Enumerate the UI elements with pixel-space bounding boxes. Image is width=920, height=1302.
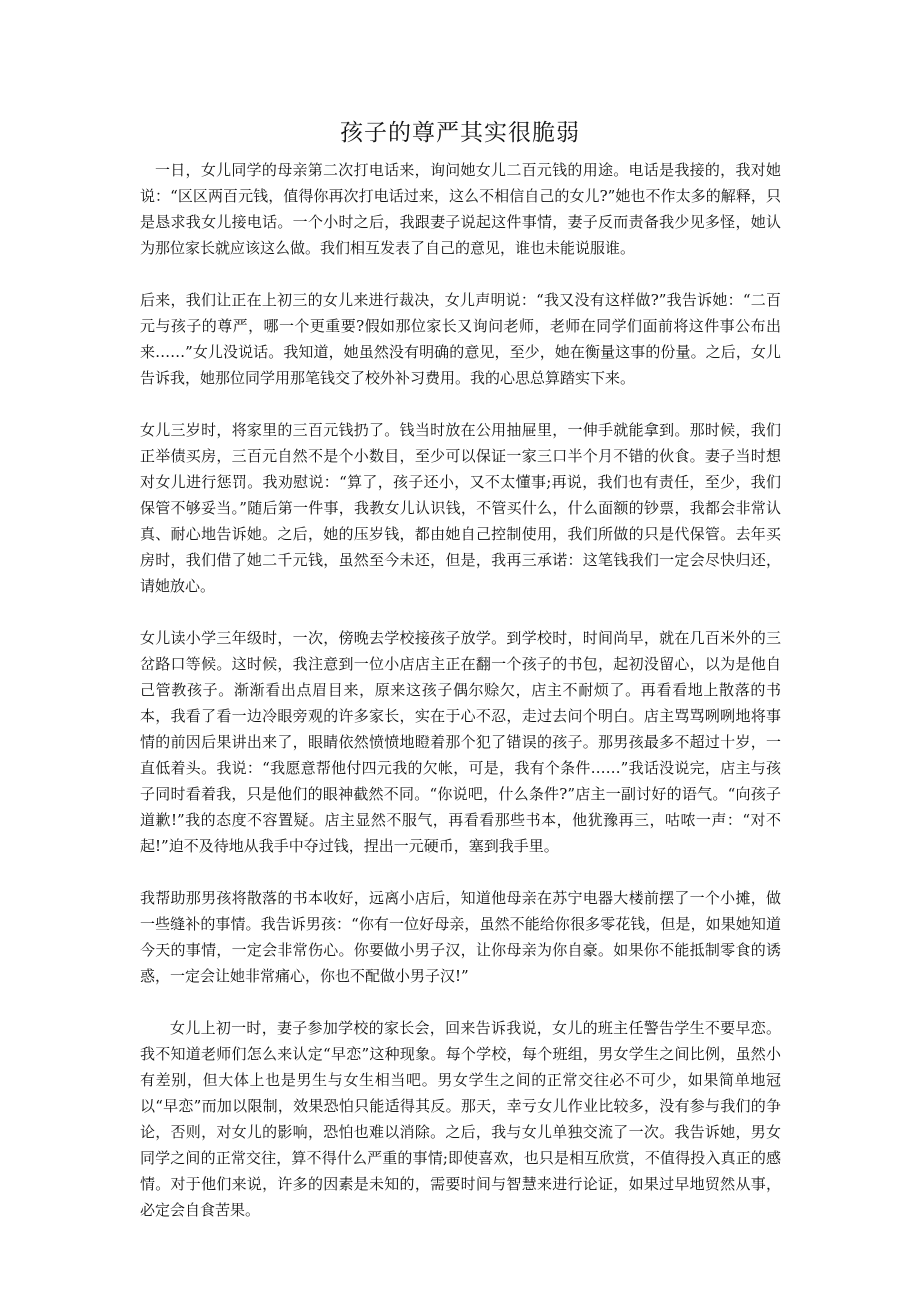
paragraph-1: 一日，女儿同学的母亲第二次打电话来，询问她女儿二百元钱的用途。电话是我接的，我对她说：“区区两百元钱，值得你再次打电话过来，这么不相信自己的女儿?”她也不作太多的解释，只是恳求我女儿接电话。一个小时之后，我跟妻子说起这件事情，妻子反而责备我少见多怪，她认为那位家长就应该这么做。我们相互发表了自己的意见，谁也未能说服谁。 [140, 161, 781, 257]
document-body [140, 157, 781, 1249]
paragraph-6: 女儿上初一时，妻子参加学校的家长会，回来告诉我说，女儿的班主任警告学生不要早恋。我不知道老师们怎么来认定“早恋”这种现象。每个学校，每个班组，男女学生之间比例，虽然小有差别，但大体上也是男生与女生相当吧。男女学生之间的正常交往必不可少，如果简单地冠以“早恋”而加以限制，效果恐怕只能适得其反。那天，幸亏女儿作业比较多，没有参与我们的争论，否则，对女儿的影响，恐怕也难以消除。之后，我与女儿单独交流了一次。我告诉她，男女同学之间的正常交往，算不得什么严重的事情;即使喜欢，也只是相互欣赏，不值得投入真正的感情。对于他们来说，许多的因素是未知的，需要时间与智慧来进行论证，如果过早地贸然从事，必定会自食苦果。 [140, 1019, 781, 1219]
document-title: 孩子的尊严其实很脆弱 [340, 120, 580, 146]
paragraph-4: 女儿读小学三年级时，一次，傍晚去学校接孩子放学。到学校时，时间尚早，就在几百米外的三岔路口等候。这时候，我注意到一位小店店主正在翻一个孩子的书包，起初没留心，以为是他自己管教孩子。渐渐看出点眉目来，原来这孩子偶尔赊欠，店主不耐烦了。再看看地上散落的书本，我看了看一边冷眼旁观的许多家长，实在于心不忍，走过去问个明白。店主骂骂咧咧地将事情的前因后果讲出来了，眼睛依然愤愤地瞪着那个犯了错误的孩子。那男孩最多不超过十岁，一直低着头。我说：“我愿意帮他付四元我的欠帐，可是，我有个条件……”我话没说完，店主与孩子同时看着我，只是他们的眼神截然不同。“你说吧，什么条件?”店主一副讨好的语气。“向孩子道歉!”我的态度不容置疑。店主显然不服气，再看看那些书本，他犹豫再三，咕哝一声：“对不起!”迫不及待地从我手中夺过钱，捏出一元硬币，塞到我手里。 [140, 629, 781, 855]
paragraph-2: 后来，我们让正在上初三的女儿来进行裁决，女儿声明说：“我又没有这样做?”我告诉她：“二百元与孩子的尊严，哪一个更重要?假如那位家长又询问老师，老师在同学们面前将这件事公布出来……”女儿没说话。我知道，她虽然没有明确的意见，至少，她在衡量这事的份量。之后，女儿告诉我，她那位同学用那笔钱交了校外补习费用。我的心思总算踏实下来。 [140, 291, 781, 387]
paragraph-5: 我帮助那男孩将散落的书本收好，远离小店后，知道他母亲在苏宁电器大楼前摆了一个小摊，做一些缝补的事情。我告诉男孩：“你有一位好母亲，虽然不能给你很多零花钱，但是，如果她知道今天的事情，一定会非常伤心。你要做小男子汉，让你母亲为你自豪。如果你不能抵制零食的诱惑，一定会让她非常痛心，你也不配做小男子汉!” [140, 889, 781, 985]
paragraph-3: 女儿三岁时，将家里的三百元钱扔了。钱当时放在公用抽屉里，一伸手就能拿到。那时候，我们正举债买房，三百元自然不是个小数目，至少可以保证一家三口半个月不错的伙食。妻子当时想对女儿进行惩罚。我劝慰说：“算了，孩子还小，又不太懂事;再说，我们也有责任，至少，我们保管不够妥当。”随后第一件事，我教女儿认识钱，不管买什么，什么面额的钞票，我都会非常认真、耐心地告诉她。之后，她的压岁钱，都由她自己控制使用，我们所做的只是代保管。去年买房时，我们借了她二千元钱，虽然至今未还，但是，我再三承诺：这笔钱我们一定会尽快归还，请她放心。 [140, 421, 781, 595]
